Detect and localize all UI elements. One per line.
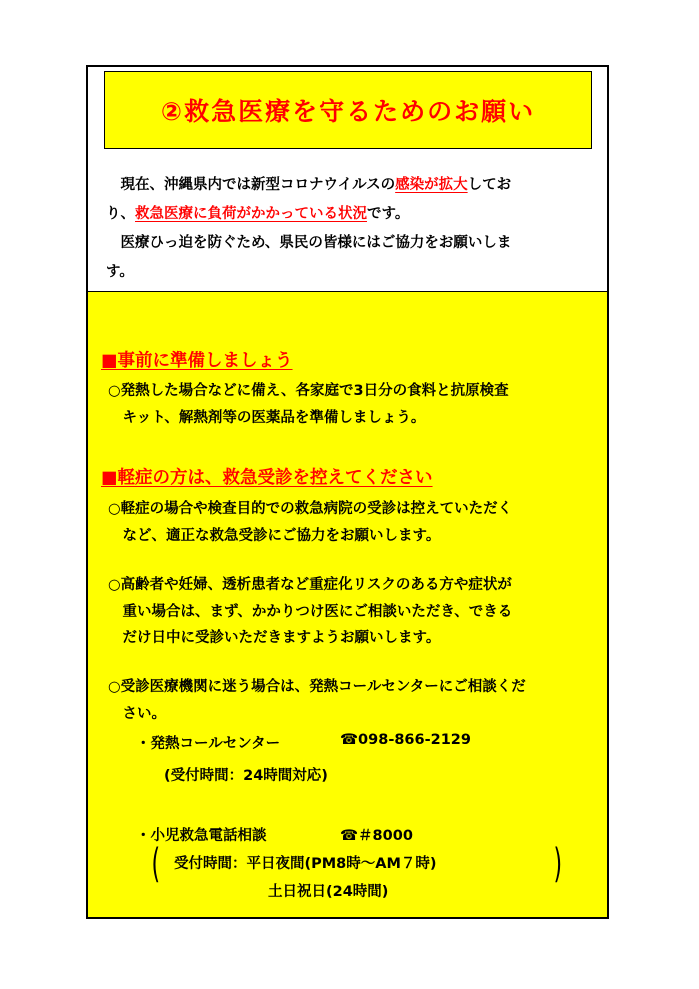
child-line-hours-weekday: 受付時間：平日夜間(PM8時～AM７時) bbox=[174, 856, 437, 872]
intro-paragraph bbox=[106, 171, 596, 287]
mild-item-1 bbox=[108, 496, 512, 549]
left-bracket-icon: ( bbox=[151, 841, 161, 887]
intro-line bbox=[106, 200, 596, 229]
fever-center-label: ・発熱コールセンター bbox=[136, 736, 281, 752]
prepare-paragraph bbox=[108, 378, 509, 431]
right-bracket-icon: ) bbox=[553, 841, 563, 887]
intro-text: してお bbox=[467, 177, 512, 193]
intro-text: です。 bbox=[367, 206, 410, 222]
title-banner bbox=[104, 71, 592, 149]
intro-text: り、 bbox=[106, 206, 135, 222]
page-title: ②救急医療を守るためのお願い bbox=[160, 97, 536, 126]
text-line: だけ日中に受診いただきますようお願いします。 bbox=[108, 630, 441, 646]
intro-line: す。 bbox=[106, 264, 134, 280]
fever-center-phone: ☎098-866-2129 bbox=[340, 732, 471, 748]
section-heading-prepare: ■事前に準備しましょう bbox=[101, 351, 293, 371]
mild-item-3 bbox=[108, 674, 526, 727]
intro-line: 医療ひっ迫を防ぐため、県民の皆様にはご協力をお願いしま bbox=[106, 235, 512, 251]
text-line: キット、解熱剤等の医薬品を準備しましょう。 bbox=[108, 409, 426, 426]
fever-center-hours: (受付時間：24時間対応) bbox=[164, 768, 328, 784]
notice-sheet bbox=[86, 65, 609, 919]
mild-item-2 bbox=[108, 572, 512, 652]
text-line: など、適正な救急受診にご協力をお願いします。 bbox=[108, 527, 441, 544]
text-line: さい。 bbox=[108, 705, 166, 722]
child-line-phone: ☎＃8000 bbox=[340, 828, 413, 844]
section-heading-mild: ■軽症の方は、救急受診を控えてください bbox=[101, 468, 433, 488]
guidance-panel bbox=[88, 291, 607, 917]
text-line: ○高齢者や妊婦、透析患者など重症化リスクのある方や症状が bbox=[108, 577, 512, 593]
child-line-label: ・小児救急電話相談 bbox=[136, 828, 267, 844]
text-line: 重い場合は、まず、かかりつけ医にご相談いただき、できる bbox=[108, 603, 513, 620]
child-line-hours-weekend: 土日祝日(24時間) bbox=[268, 884, 389, 900]
text-line: ○発熱した場合などに備え、各家庭で3日分の食料と抗原検査 bbox=[108, 383, 509, 399]
intro-line bbox=[106, 171, 596, 200]
text-line: ○受診医療機関に迷う場合は、発熱コールセンターにご相談くだ bbox=[108, 679, 526, 695]
intro-text: 現在、沖縄県内では新型コロナウイルスの bbox=[106, 177, 396, 193]
emphasis-infection: 感染が拡大 bbox=[395, 177, 468, 193]
text-line: ○軽症の場合や検査目的での救急病院の受診は控えていただく bbox=[108, 501, 513, 517]
emphasis-burden: 救急医療に負荷がかかっている状況 bbox=[135, 206, 367, 222]
